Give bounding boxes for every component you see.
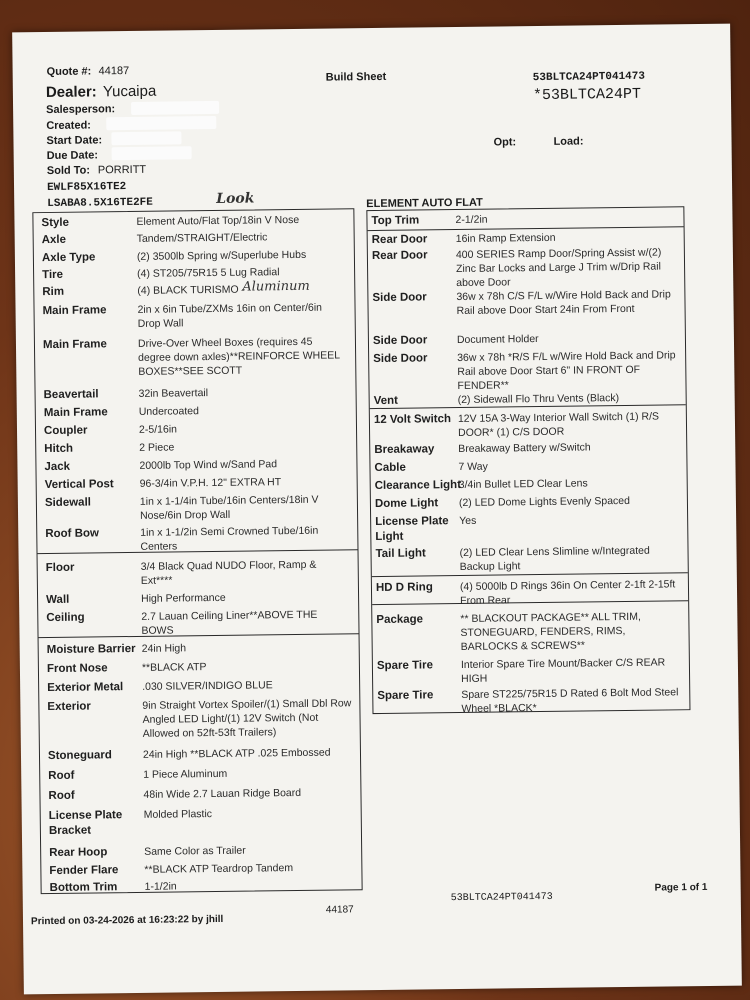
spec-row	[371, 493, 687, 511]
handwritten-aluminum: Aluminum	[242, 278, 310, 295]
spec-value: (4) 5000lb D Rings 36in On Center 2-1ft 2-15ft From Rear	[459, 578, 676, 607]
spec-row	[34, 247, 354, 265]
spec-value: 1in x 1-1/4in Tube/16in Centers/18in V Nose/6in Drop Wall	[139, 493, 319, 522]
spec-value: 2-5/16in	[138, 423, 178, 436]
spec-value: 9in Straight Vortex Spoiler/(1) Small Dbl Row Angled LED Light/(1) 12V Switch (Not Allowed on 52ft-53ft Trailers)	[142, 697, 352, 740]
spec-value: 48in Wide 2.7 Lauan Ridge Board	[143, 786, 302, 801]
spec-label: Beavertail	[43, 388, 99, 402]
spec-label: Spare Tire	[376, 659, 434, 673]
spec-label: Style	[41, 216, 70, 230]
spec-value: Tandem/STRAIGHT/Electric	[136, 231, 268, 245]
spec-value: 2000lb Top Wind w/Sand Pad	[139, 458, 278, 472]
spec-label: Rear Door	[371, 249, 428, 263]
model-name: ELEMENT AUTO FLAT	[366, 196, 483, 211]
quote-number: 44187	[98, 64, 130, 78]
spec-row	[371, 511, 687, 544]
spec-label: Breakaway	[374, 443, 435, 457]
spec-value: 2in x 6in Tube/ZXMs 16in on Center/6in Drop Wall	[137, 301, 323, 330]
spec-label: HD D Ring	[375, 581, 433, 595]
spec-label: Exterior	[47, 700, 91, 714]
spec-label: Main Frame	[42, 304, 107, 318]
spec-label: Rear Door	[371, 233, 428, 247]
opt-label: Opt:	[493, 136, 517, 149]
spec-value: .030 SILVER/INDIGO BLUE	[142, 679, 273, 693]
page-title: Build Sheet	[325, 70, 387, 84]
spec-value: 7 Way	[458, 460, 488, 474]
dealer-label: Dealer:	[45, 83, 97, 102]
spec-value: (2) Sidewall Flo Thru Vents (Black)	[457, 392, 620, 407]
start-date-label: Start Date:	[46, 134, 103, 148]
spec-row	[38, 589, 358, 607]
spec-row	[34, 300, 354, 330]
spec-row	[39, 658, 359, 676]
spec-label: Moisture Barrier	[46, 642, 136, 657]
spec-value: 400 SERIES Ramp Door/Spring Assist w/(2) Zinc Bar Locks and Large J Trim w/Drip Rail above Door	[455, 246, 662, 290]
spec-label: Spare Tire	[377, 689, 434, 703]
spec-label: Wall	[46, 593, 70, 607]
spec-row	[370, 409, 686, 440]
spec-value: 1in x 1-1/2in Semi Crowned Tube/16in Centers	[140, 524, 319, 553]
handwritten-note: Look	[216, 190, 255, 207]
salesperson-label: Salesperson:	[46, 103, 116, 117]
spec-label: Main Frame	[42, 338, 107, 352]
spec-row	[41, 842, 361, 860]
spec-value: 2-1/2in	[455, 213, 488, 227]
spec-label: Package	[376, 613, 424, 627]
spec-label: Rim	[42, 285, 65, 299]
page-number: Page 1 of 1	[654, 881, 708, 894]
spec-value: (4) ST205/75R15 5 Lug Radial	[137, 266, 280, 280]
spec-row	[37, 492, 357, 522]
sold-to-label: Sold To:	[46, 164, 91, 178]
spec-label: Front Nose	[46, 662, 108, 676]
spec-row	[373, 685, 689, 715]
spec-label: Side Door	[373, 352, 428, 366]
spec-value: Element Auto/Flat Top/18in V Nose	[136, 213, 300, 228]
spec-row	[35, 334, 355, 378]
spec-row	[37, 523, 357, 553]
spec-row	[367, 210, 683, 228]
spec-row	[36, 402, 356, 420]
spec-label: Top Trim	[371, 214, 420, 228]
spec-value: High Performance	[141, 591, 226, 605]
model-code-2: LSABA8.5X16TE2FE	[47, 196, 153, 211]
vin-barcode-text: *53BLTCA24PT	[532, 85, 642, 105]
spec-row	[39, 639, 359, 657]
spec-value: 12V 15A 3-Way Interior Wall Switch (1) R/S DOOR* (1) C/S DOOR	[457, 410, 660, 440]
spec-label: Dome Light	[374, 497, 439, 511]
spec-value: Molded Plastic	[143, 808, 213, 821]
spec-value: (2) LED Dome Lights Evenly Spaced	[458, 494, 630, 509]
spec-value: 36w x 78h C/S F/L w/Wire Hold Back and Drip Rail above Door Start 24in From Front	[456, 288, 671, 318]
spec-row	[370, 457, 686, 475]
spec-label: Roof	[48, 769, 75, 783]
spec-row	[34, 229, 354, 247]
spec-row	[373, 655, 689, 685]
right-spec-column	[366, 206, 690, 714]
spec-row	[38, 557, 358, 587]
created-label: Created:	[46, 119, 91, 133]
spec-value: 3/4in Bullet LED Clear Lens	[458, 477, 588, 491]
spec-label: Vertical Post	[44, 478, 114, 492]
spec-label: 12 Volt Switch	[373, 413, 452, 427]
spec-value: Breakaway Battery w/Switch	[458, 441, 591, 456]
spec-label: Roof	[48, 789, 75, 803]
spec-label: Roof Bow	[45, 527, 100, 541]
sold-to-value: PORRITT	[97, 163, 147, 177]
spec-label: License Plate Light	[375, 515, 449, 544]
dealer-value: Yucaipa	[102, 82, 157, 101]
spec-value: 24in High	[141, 642, 187, 655]
spec-label: Hitch	[44, 442, 74, 456]
printed-on-footer: Printed on 03-24-2026 at 16:23:22 by jhill	[30, 913, 224, 928]
spec-value: 96-3/4in V.P.H. 12" EXTRA HT	[139, 476, 282, 490]
spec-row	[369, 330, 685, 348]
quote-label: Quote #:	[46, 65, 92, 79]
spec-row	[371, 475, 687, 493]
spec-row	[33, 212, 353, 230]
spec-row	[41, 860, 361, 878]
spec-label: Coupler	[43, 424, 88, 438]
spec-row	[36, 456, 356, 474]
footer-vin: 53BLTCA24PT041473	[450, 891, 553, 905]
spec-value: 1 Piece Aluminum	[143, 767, 228, 781]
footer-quote-number: 44187	[325, 904, 354, 916]
spec-row	[39, 677, 359, 695]
build-sheet-page	[12, 24, 742, 995]
spec-row	[39, 696, 359, 740]
spec-label: Tire	[42, 268, 64, 282]
spec-label: Stoneguard	[47, 749, 112, 763]
spec-row	[41, 805, 361, 838]
spec-row	[369, 348, 685, 393]
spec-row	[40, 765, 360, 783]
spec-label: Side Door	[372, 334, 428, 348]
spec-label: Exterior Metal	[47, 681, 124, 695]
spec-row	[370, 439, 686, 457]
spec-label: Bottom Trim	[49, 881, 118, 895]
redaction-start-date	[111, 131, 181, 145]
spec-row	[38, 607, 358, 637]
spec-value: (4) BLACK TURISMO -	[137, 283, 246, 297]
spec-value: (2) 3500lb Spring w/Superlube Hubs	[136, 248, 307, 263]
spec-label: Jack	[44, 460, 71, 474]
spec-value: ** BLACKOUT PACKAGE** ALL TRIM, STONEGUARD, FENDERS, RIMS, BARLOCKS & SCREWS**	[460, 610, 641, 653]
spec-row	[35, 384, 355, 402]
spec-value: 1-1/2in	[144, 880, 177, 893]
due-date-label: Due Date:	[46, 149, 99, 163]
spec-label: Ceiling	[46, 611, 85, 625]
spec-label: Cable	[374, 461, 406, 475]
redaction-due-date	[112, 146, 192, 160]
spec-value: (2) LED Clear Lens Slimline w/Integrated Backup Light	[459, 544, 650, 573]
spec-label: License Plate Bracket	[48, 809, 123, 838]
model-code-1: EWLF85X16TE2	[46, 181, 127, 195]
spec-label: Fender Flare	[49, 864, 119, 878]
spec-row	[372, 577, 688, 607]
spec-value: Undercoated	[138, 405, 199, 418]
spec-label: Floor	[45, 561, 75, 575]
spec-value: **BLACK ATP	[141, 661, 207, 674]
spec-label: Sidewall	[44, 496, 92, 510]
spec-row	[36, 438, 356, 456]
spec-value: Document Holder	[456, 333, 539, 347]
spec-value: 32in Beavertail	[138, 387, 209, 400]
spec-row	[37, 474, 357, 492]
spec-row	[36, 420, 356, 438]
spec-value: Same Color as Trailer	[144, 844, 246, 858]
load-label: Load:	[553, 135, 584, 148]
redaction-salesperson	[131, 101, 219, 115]
spec-row	[34, 278, 354, 299]
spec-label: Axle Type	[41, 251, 96, 265]
left-spec-column	[32, 208, 362, 894]
vin-number: 53BLTCA24PT041473	[532, 70, 646, 85]
spec-row	[372, 609, 688, 653]
spec-value: 2.7 Lauan Ceiling Liner**ABOVE THE BOWS	[141, 608, 318, 637]
spec-label: Rear Hoop	[49, 846, 108, 860]
spec-value: 2 Piece	[139, 441, 175, 454]
spec-row	[40, 745, 360, 763]
spec-value: 24in High **BLACK ATP .025 Embossed	[142, 746, 331, 761]
redaction-created	[106, 116, 216, 130]
spec-value: **BLACK ATP Teardrop Tandem	[144, 862, 294, 876]
spec-value: 36w x 78h *R/S F/L w/Wire Hold Back and Drip Rail above Door Start 6" IN FRONT OF FENDER**	[457, 349, 676, 393]
spec-label: Tail Light	[375, 547, 426, 561]
spec-label: Axle	[41, 233, 67, 247]
spec-value: 3/4 Black Quad NUDO Floor, Ramp & Ext****	[140, 558, 317, 587]
spec-value: 16in Ramp Extension	[455, 231, 556, 246]
spec-value: Yes	[459, 514, 477, 527]
spec-value: Drive-Over Wheel Boxes (requires 45 degree down axles)**REINFORCE WHEEL BOXES**SEE SCOTT	[137, 335, 340, 378]
spec-label: Clearance Light	[374, 478, 462, 493]
spec-label: Main Frame	[43, 406, 108, 420]
spec-label: Side Door	[372, 291, 427, 305]
spec-value: Interior Spare Tire Mount/Backer C/S REAR HIGH	[460, 656, 666, 685]
spec-label: Vent	[373, 394, 399, 408]
spec-row	[40, 785, 360, 803]
spec-value: Spare ST225/75R15 D Rated 6 Bolt Mod Steel Wheel *BLACK*	[461, 686, 679, 715]
